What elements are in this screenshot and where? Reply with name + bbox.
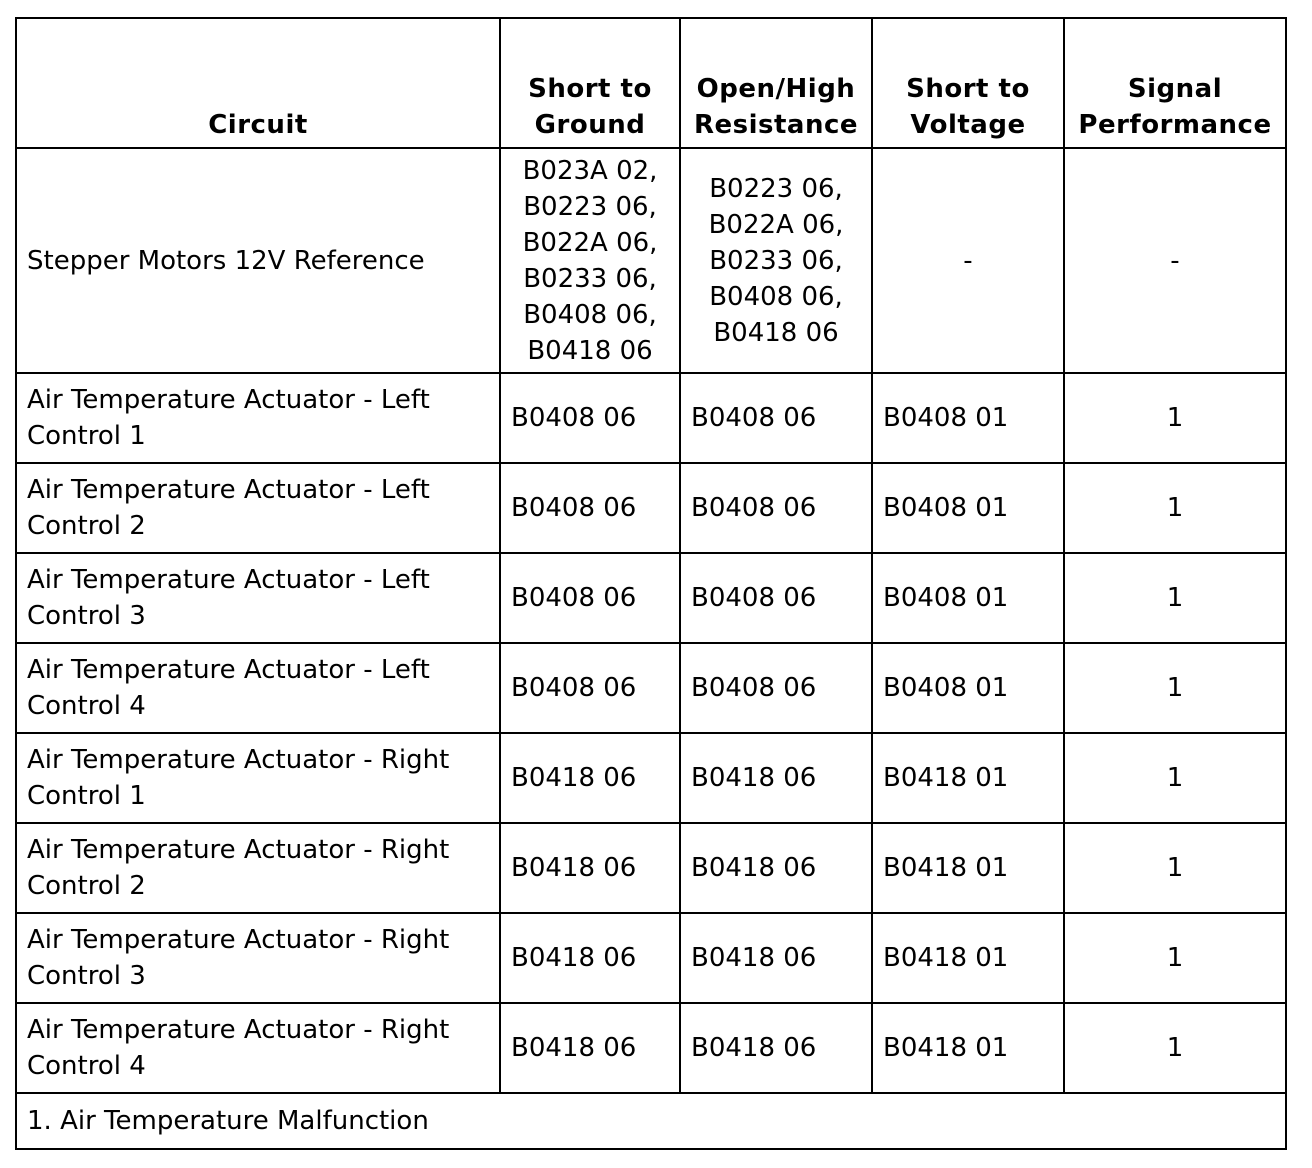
cell-open-high-resistance: B0418 06 [680,913,872,1003]
cell-short-to-voltage: - [872,148,1064,373]
cell-short-to-voltage: B0418 01 [872,733,1064,823]
cell-open-high-resistance: B0408 06 [680,463,872,553]
table-row [16,643,1286,733]
cell-short-to-voltage: B0418 01 [872,1003,1064,1093]
table-row [16,463,1286,553]
table-row [16,733,1286,823]
footnote: 1. Air Temperature Malfunction [16,1093,1286,1149]
cell-circuit: Stepper Motors 12V Reference [16,148,500,373]
cell-short-to-ground: B0418 06 [500,913,680,1003]
header-signal-performance: Signal Performance [1064,18,1286,148]
table-row [16,1003,1286,1093]
cell-open-high-resistance: B0408 06 [680,553,872,643]
cell-open-high-resistance: B0418 06 [680,823,872,913]
table-row [16,553,1286,643]
cell-circuit: Air Temperature Actuator - Right Control 3 [16,913,500,1003]
cell-short-to-ground: B0418 06 [500,823,680,913]
cell-signal-performance: 1 [1064,913,1286,1003]
cell-short-to-ground: B0408 06 [500,463,680,553]
cell-circuit: Air Temperature Actuator - Left Control 3 [16,553,500,643]
cell-circuit: Air Temperature Actuator - Right Control 4 [16,1003,500,1093]
table-row [16,823,1286,913]
cell-short-to-ground: B0418 06 [500,733,680,823]
cell-circuit: Air Temperature Actuator - Left Control 1 [16,373,500,463]
cell-short-to-voltage: B0418 01 [872,823,1064,913]
cell-signal-performance: 1 [1064,463,1286,553]
cell-circuit: Air Temperature Actuator - Right Control 1 [16,733,500,823]
cell-signal-performance: 1 [1064,373,1286,463]
cell-open-high-resistance: B0223 06, B022A 06, B0233 06, B0408 06, B0418 06 [680,148,872,373]
cell-circuit: Air Temperature Actuator - Left Control 4 [16,643,500,733]
table-header-row [16,18,1286,148]
cell-short-to-ground: B0408 06 [500,643,680,733]
cell-short-to-ground: B023A 02, B0223 06, B022A 06, B0233 06, B0408 06, B0418 06 [500,148,680,373]
table-row [16,148,1286,373]
header-open-high-resistance: Open/High Resistance [680,18,872,148]
cell-short-to-voltage: B0418 01 [872,913,1064,1003]
cell-open-high-resistance: B0418 06 [680,1003,872,1093]
cell-circuit: Air Temperature Actuator - Right Control 2 [16,823,500,913]
table-row [16,913,1286,1003]
cell-signal-performance: - [1064,148,1286,373]
header-circuit: Circuit [16,18,500,148]
cell-short-to-voltage: B0408 01 [872,373,1064,463]
cell-signal-performance: 1 [1064,553,1286,643]
table-row [16,373,1286,463]
cell-short-to-voltage: B0408 01 [872,463,1064,553]
cell-short-to-voltage: B0408 01 [872,643,1064,733]
cell-short-to-ground: B0418 06 [500,1003,680,1093]
circuit-dtc-table [15,17,1287,1150]
cell-short-to-ground: B0408 06 [500,553,680,643]
cell-signal-performance: 1 [1064,1003,1286,1093]
header-short-to-ground: Short to Ground [500,18,680,148]
cell-circuit: Air Temperature Actuator - Left Control 2 [16,463,500,553]
cell-open-high-resistance: B0418 06 [680,733,872,823]
header-short-to-voltage: Short to Voltage [872,18,1064,148]
cell-signal-performance: 1 [1064,823,1286,913]
cell-short-to-ground: B0408 06 [500,373,680,463]
cell-signal-performance: 1 [1064,643,1286,733]
cell-open-high-resistance: B0408 06 [680,373,872,463]
cell-short-to-voltage: B0408 01 [872,553,1064,643]
cell-open-high-resistance: B0408 06 [680,643,872,733]
footnote-row [16,1093,1286,1149]
cell-signal-performance: 1 [1064,733,1286,823]
